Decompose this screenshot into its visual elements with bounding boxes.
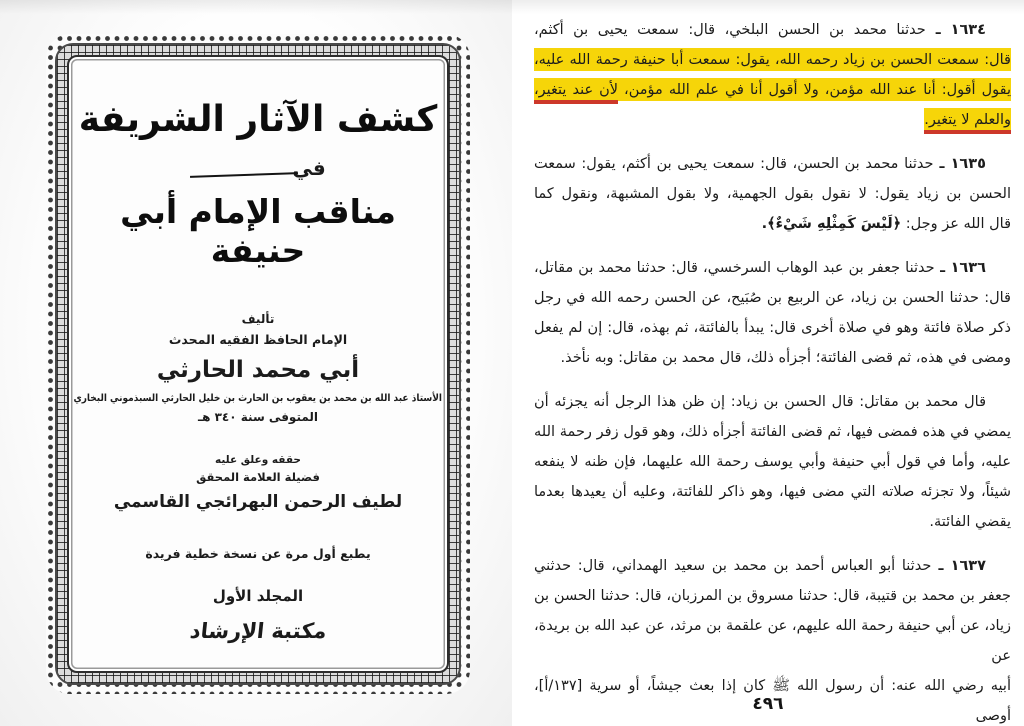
author-honorific: الإمام الحافظ الفقيه المحدث — [168, 332, 348, 347]
title-connector-word: في — [292, 156, 326, 180]
author-full-name: الأستاذ عبد الله بن محمد بن يعقوب بن الحارث بن خليل الحارثي السبذموني البخاري — [73, 393, 443, 404]
text-line — [534, 477, 1011, 507]
body-text: حدثنا أبو العباس أحمد بن محمد بن سعيد الهمداني، قال: حدثني — [534, 558, 932, 574]
body-text: حدثنا محمد بن الحسن البلخي، قال: سمعت يحيى بن أكثم، — [534, 22, 926, 38]
text-line — [534, 149, 1011, 179]
highlighted-text: قال: سمعت الحسن بن زياد رحمه الله، يقول: سمعت أبا حنيفة رحمة الله عليه، — [534, 48, 1011, 71]
text-page — [512, 0, 1024, 726]
text-line — [534, 581, 1011, 611]
body-text: ومضى في هذه، ثم قضى الفائتة؛ أجزأه ذلك، قال محمد بن مقاتل: وبه نأخذ. — [560, 350, 1011, 366]
body-text: حدثنا محمد بن الحسن، قال: سمعت يحيى بن أكثم، يقول: سمعت — [534, 156, 934, 172]
body-text: ١٦٣٤ ـ — [925, 22, 986, 38]
body-text: أبيه رضي الله عنه: أن رسول الله ﷺ كان إذا بعث جيشاً، أو سرية [١٣٧/أ]، أوصى — [534, 678, 1011, 724]
text-line — [534, 75, 1011, 105]
hadith-paragraph — [534, 15, 1011, 135]
body-text: جعفر بن محمد بن قتيبة، قال: حدثنا مسروق بن المرزبان، قال: حدثنا الحسن بن — [534, 588, 1011, 604]
body-text: ﴿لَيْسَ كَمِثْلِهِ شَيْءٌ﴾. — [761, 216, 902, 232]
publisher-logo: مكتبة الإرشاد — [188, 619, 328, 643]
ornamental-braid-band — [55, 43, 461, 685]
body-text: ١٦٣٧ ـ — [931, 558, 986, 574]
hadith-paragraph — [534, 253, 1011, 373]
book-title-line1: كشف الآثار الشريفة — [78, 99, 438, 140]
editor-name: لطيف الرحمن البهرائجي القاسمي — [113, 492, 403, 512]
text-line — [534, 447, 1011, 477]
text-line — [534, 105, 1011, 135]
body-text: قال الله عز وجل: — [901, 216, 1011, 232]
calligraphic-stroke — [190, 172, 298, 178]
body-text: ذكر صلاة فائتة وهو في صلاة أخرى قال: يبدأ بالفائتة، ثم بهذه، قال: إن لم يفعل — [534, 320, 1011, 336]
highlighted-text: يقول أقول: أنا عند الله مؤمن، ولا أقول أنا في علم الله مؤمن، — [618, 78, 1011, 101]
body-text: يقضي الفائتة. — [929, 514, 1011, 530]
hadith-paragraph — [534, 387, 1011, 537]
author-death-note: المتوفى سنة ٣٤٠ هـ — [198, 410, 319, 424]
body-text: عليه، وأما في قول أبي حنيفة وأبي يوسف رحمة الله عليهما، فإن ظنه لا ينفعه — [534, 454, 1011, 470]
volume-label: المجلد الأول — [212, 587, 304, 605]
body-text: يمضي في هذه فمضى فيها، ثم قضى الفائتة أجزأه ذلك، وهو قول زفر رحمة الله — [534, 424, 1011, 440]
highlighted-underlined-text: والعلم لا يتغير. — [924, 108, 1011, 134]
body-text: حدثنا جعفر بن عبد الوهاب السرخسي، قال: حدثنا محمد بن مقاتل، — [534, 260, 935, 276]
text-line — [534, 283, 1011, 313]
body-text: قال: حدثنا الحسن بن زياد، عن الربيع بن صُبَيح، عن الحسن رحمه الله في رجل — [534, 290, 1011, 306]
page-number: ٤٩٦ — [752, 694, 784, 714]
text-line — [534, 45, 1011, 75]
text-line — [534, 209, 1011, 239]
text-line — [534, 343, 1011, 373]
text-line — [534, 387, 1011, 417]
text-line — [534, 551, 1011, 581]
hadith-text-column — [512, 0, 1024, 726]
author-name: أبي محمد الحارثي — [156, 357, 360, 383]
editor-label: حققه وعلق عليه — [215, 454, 301, 466]
title-connector — [190, 156, 325, 180]
body-text: شيئاً، ولا تجزئه صلاته التي مضى فيها، وهو ذاكر للفائتة، وعليه أن يعيدها بعدما — [534, 484, 1011, 500]
book-title-line2: مناقب الإمام أبي حنيفة — [120, 192, 396, 270]
highlighted-underlined-text: لأن عند يتغير، — [534, 78, 618, 104]
body-text: الحسن بن زياد يقول: لا نقول بقول الجهمية، ولا بقول المشبهة، ونقول كما — [534, 186, 1011, 202]
title-page-panel — [67, 55, 449, 673]
text-line — [534, 179, 1011, 209]
body-text: ١٦٣٥ ـ — [933, 156, 986, 172]
byline-label: تأليف — [241, 312, 275, 326]
text-line — [534, 507, 1011, 537]
body-text: قال محمد بن مقاتل: قال الحسن بن زياد: إن ظن هذا الرجل أنه يجزئه أن — [534, 394, 986, 410]
text-line — [534, 611, 1011, 671]
edition-note: يطبع أول مرة عن نسخة خطية فريدة — [145, 546, 371, 561]
text-line — [534, 15, 1011, 45]
text-line — [534, 417, 1011, 447]
editor-honorific: فضيلة العلامة المحقق — [196, 470, 320, 484]
body-text: ١٦٣٦ ـ — [934, 260, 986, 276]
text-line — [534, 253, 1011, 283]
text-line — [534, 313, 1011, 343]
body-text: زياد، عن أبي حنيفة رحمة الله عليهم، عن علقمة بن مرثد، عن عبد الله بن بريدة، عن — [534, 618, 1011, 664]
hadith-paragraph — [534, 149, 1011, 239]
ornamental-bead-border — [46, 34, 470, 694]
